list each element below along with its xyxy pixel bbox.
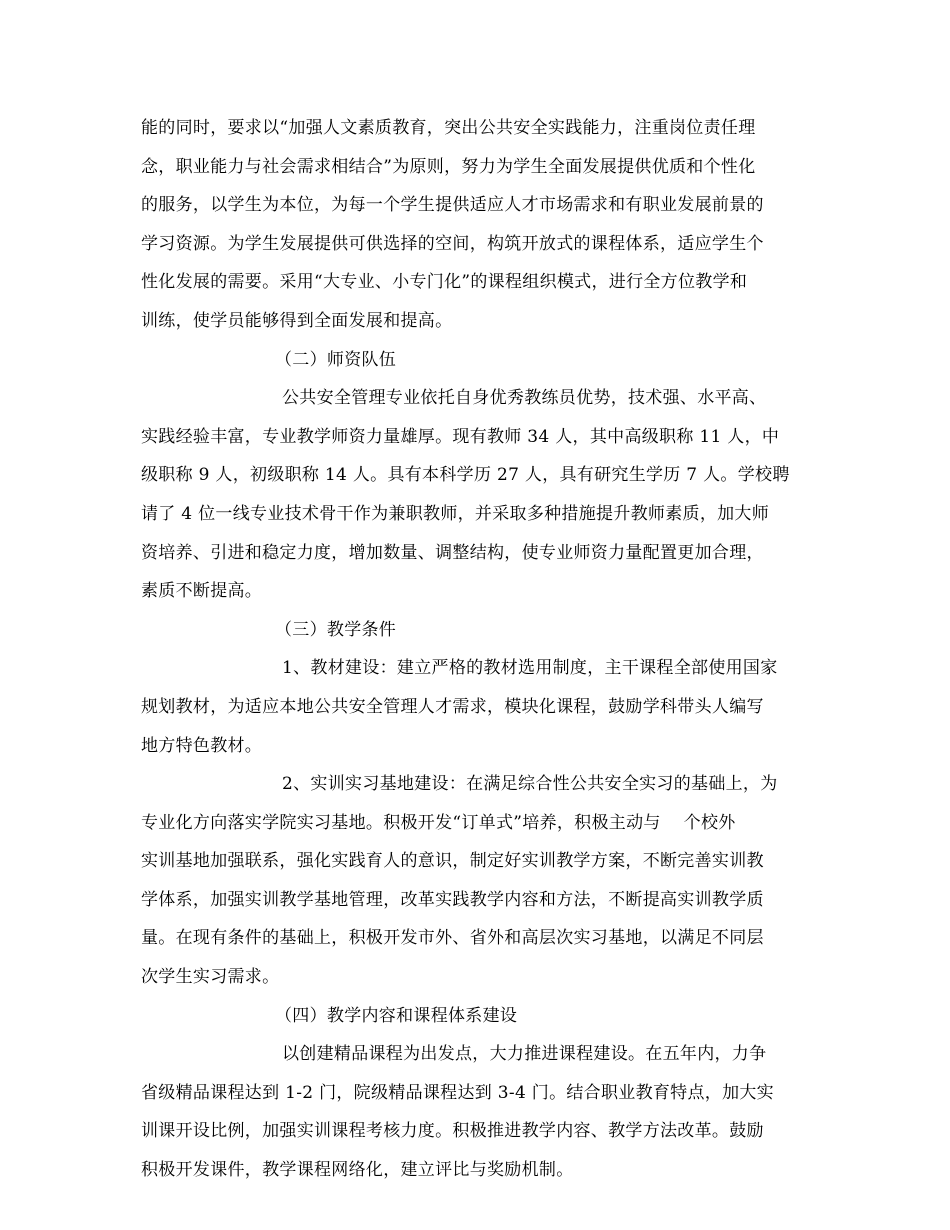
text-line: 资培养、引进和稳定力度，增加数量、调整结构，使专业师资力量配置更加合理，: [141, 542, 764, 563]
text-line: 积极开发课件，教学课程网络化，建立评比与奖励机制。: [141, 1160, 574, 1181]
text-line: 性化发展的需要。采用“大专业、小专门化”的课程组织模式，进行全方位教学和: [141, 272, 748, 293]
text-line: 地方特色教材。: [141, 735, 263, 756]
text-line: 念，职业能力与社会需求相结合”为原则，努力为学生全面发展提供优质和个性化: [141, 156, 756, 177]
text-line: 规划教材，为适应本地公共安全管理人才需求，模块化课程，鼓励学科带头人编写: [141, 696, 764, 717]
text-line: 公共安全管理专业依托自身优秀教练员优势，技术强、水平高、: [282, 388, 767, 409]
text-line: 素质不断提高。: [141, 581, 263, 602]
text-line: 的服务，以学生为本位，为每一个学生提供适应人才市场需求和有职业发展前景的: [141, 195, 764, 216]
text-line: 实训基地加强联系，强化实践育人的意识，制定好实训教学方案，不断完善实训教: [141, 851, 764, 872]
text-line: 以创建精品课程为出发点，大力推进课程建设。在五年内，力争: [282, 1044, 767, 1065]
text-line: 训练，使学员能够得到全面发展和提高。: [141, 310, 453, 331]
text-line: 请了 4 位一线专业技术骨干作为兼职教师，并采取多种措施提升教师素质，加大师: [141, 503, 770, 524]
text-line: 学体系，加强实训教学基地管理，改革实践教学内容和方法，不断提高实训教学质: [141, 889, 764, 910]
text-line: （二）师资队伍: [275, 349, 397, 370]
text-line: 专业化方向落实学院实习基地。积极开发“订单式”培养，积极主动与 个校外: [141, 812, 736, 833]
text-line: 能的同时，要求以“加强人文素质教育，突出公共安全实践能力，注重岗位责任理: [141, 118, 756, 138]
document-body: [141, 109, 821, 1190]
text-line: 2、实训实习基地建设：在满足综合性公共安全实习的基础上，为: [282, 774, 778, 795]
text-line: 训课开设比例，加强实训课程考核力度。积极推进教学内容、教学方法改革。鼓励: [141, 1121, 764, 1142]
text-line: 省级精品课程达到 1-2 门，院级精品课程达到 3-4 门。结合职业教育特点，加大实: [141, 1082, 774, 1103]
text-line: 次学生实习需求。: [141, 967, 280, 988]
text-line: 量。在现有条件的基础上，积极开发市外、省外和高层次实习基地，以满足不同层: [141, 928, 764, 949]
text-line: 实践经验丰富，专业教学师资力量雄厚。现有教师 34 人，其中高级职称 11 人，中: [141, 426, 780, 447]
text-line: 学习资源。为学生发展提供可供选择的空间，构筑开放式的课程体系，适应学生个: [141, 233, 764, 254]
text-line: （三）教学条件: [275, 619, 397, 640]
text-line: （四）教学内容和课程体系建设: [275, 1005, 518, 1026]
text-line: 1、教材建设：建立严格的教材选用制度，主干课程全部使用国家: [282, 658, 778, 679]
text-line: 级职称 9 人，初级职称 14 人。具有本科学历 27 人，具有研究生学历 7 人。学校聘: [141, 465, 790, 486]
